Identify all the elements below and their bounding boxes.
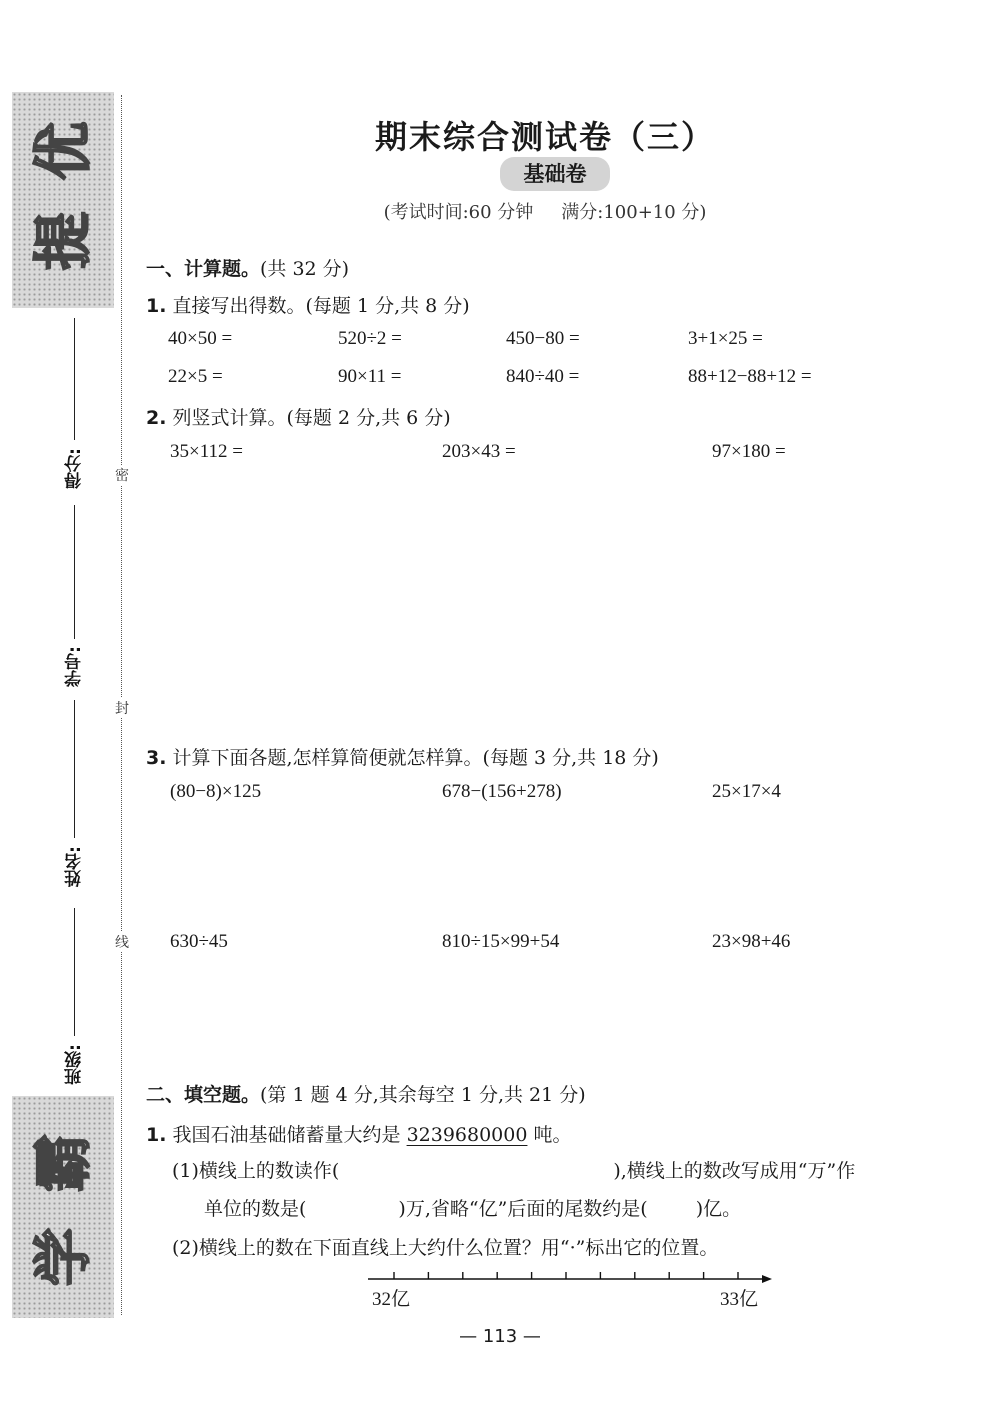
question-number: 3. [146, 747, 167, 769]
question-text: 吨。 [533, 1124, 572, 1146]
question-number: 2. [146, 407, 167, 429]
section-1-heading [146, 254, 349, 281]
answer-area[interactable] [146, 966, 946, 1071]
margin-glyph: 学 [29, 1227, 97, 1287]
answer-area[interactable] [146, 816, 946, 926]
underlined-number: 3239680000 [406, 1124, 528, 1146]
margin-glyph: 提 [29, 211, 97, 271]
question-2-1 [146, 1120, 572, 1147]
sub-question-1-cont [204, 1194, 741, 1221]
sub-question-2: (2)横线上的数在下面直线上大约什么位置？用“·”标出它的位置。 [172, 1237, 719, 1259]
question-text: ),横线上的数改写成用“万”作 [613, 1160, 856, 1182]
section-note: (第 1 题 4 分,其余每空 1 分,共 21 分) [260, 1084, 586, 1106]
oral-calc-item: 40×50 = [168, 328, 233, 349]
exam-info [140, 198, 950, 224]
question-1-3 [146, 743, 659, 770]
seal-char-xian: 线 [113, 932, 131, 952]
exam-time: (考试时间:60 分钟 [383, 202, 534, 223]
name-field[interactable] [74, 700, 75, 838]
question-text: 单位的数是( [204, 1198, 307, 1220]
question-number: 1. [146, 295, 167, 317]
oral-calc-item: 22×5 = [168, 366, 223, 387]
arrow-head-icon [762, 1275, 772, 1283]
class-field[interactable] [74, 908, 75, 1036]
name-label: 姓名: [65, 846, 85, 887]
question-text: 计算下面各题,怎样算简便就怎样算。(每题 3 分,共 18 分) [172, 747, 659, 769]
simplify-calc-item: 630÷45 [170, 931, 228, 952]
question-text: )万,省略“亿”后面的尾数约是( [398, 1198, 648, 1220]
oral-calc-item: 90×11 = [338, 366, 402, 387]
score-field[interactable] [74, 318, 75, 440]
student-id-field[interactable] [74, 505, 75, 639]
number-line-start-label: 32亿 [372, 1289, 411, 1310]
question-1-2 [146, 403, 451, 430]
student-id-label: 学号: [65, 646, 85, 687]
margin-glyph: 优 [29, 121, 97, 181]
oral-calc-item: 450−80 = [506, 328, 580, 349]
section-note: (共 32 分) [260, 258, 350, 280]
margin-glyph: 霸 [29, 1133, 97, 1193]
section-title: 一、计算题。 [146, 258, 261, 280]
seal-char-feng: 封 [113, 698, 131, 718]
simplify-calc-item: 23×98+46 [712, 931, 791, 952]
simplify-calc-item: 25×17×4 [712, 781, 781, 802]
simplify-calc-item: 810÷15×99+54 [442, 931, 560, 952]
oral-calc-item: 520÷2 = [338, 328, 402, 349]
question-text: (1)横线上的数读作( [172, 1160, 340, 1182]
number-line-end-label: 33亿 [720, 1289, 759, 1310]
class-label: 班级: [65, 1044, 85, 1085]
simplify-calc-item: (80−8)×125 [170, 781, 262, 802]
oral-calc-item: 88+12−88+12 = [688, 366, 812, 387]
seal-char-mi: 密 [113, 465, 131, 485]
page-number: — 113 — [459, 1326, 541, 1347]
number-line-ticks [394, 1272, 738, 1279]
question-text: 我国石油基础储蓄量大约是 [172, 1124, 401, 1146]
oral-calc-item: 840÷40 = [506, 366, 580, 387]
oral-calc-item: 3+1×25 = [688, 328, 763, 349]
question-number: 1. [146, 1124, 167, 1146]
page-title: 期末综合测试卷（三） [374, 118, 715, 156]
question-text: )亿。 [695, 1198, 742, 1220]
vertical-calc-item: 97×180 = [712, 441, 786, 462]
question-1-1 [146, 291, 470, 318]
level-badge: 基础卷 [500, 157, 610, 191]
question-text: 列竖式计算。(每题 2 分,共 6 分) [172, 407, 451, 429]
section-2-heading [146, 1080, 586, 1107]
vertical-calc-item: 203×43 = [442, 441, 516, 462]
number-line[interactable] [368, 1268, 772, 1284]
vertical-calc-item: 35×112 = [170, 441, 243, 462]
score-label: 得分: [65, 448, 85, 489]
exam-score: 满分:100+10 分) [561, 202, 707, 223]
simplify-calc-item: 678−(156+278) [442, 781, 562, 802]
margin-stamp-bottom [12, 1096, 114, 1318]
question-text: 直接写出得数。(每题 1 分,共 8 分) [172, 295, 470, 317]
margin-stamp-top [12, 92, 114, 308]
section-title: 二、填空题。 [146, 1084, 261, 1106]
sub-question-1 [172, 1156, 855, 1183]
answer-area[interactable] [146, 480, 946, 730]
